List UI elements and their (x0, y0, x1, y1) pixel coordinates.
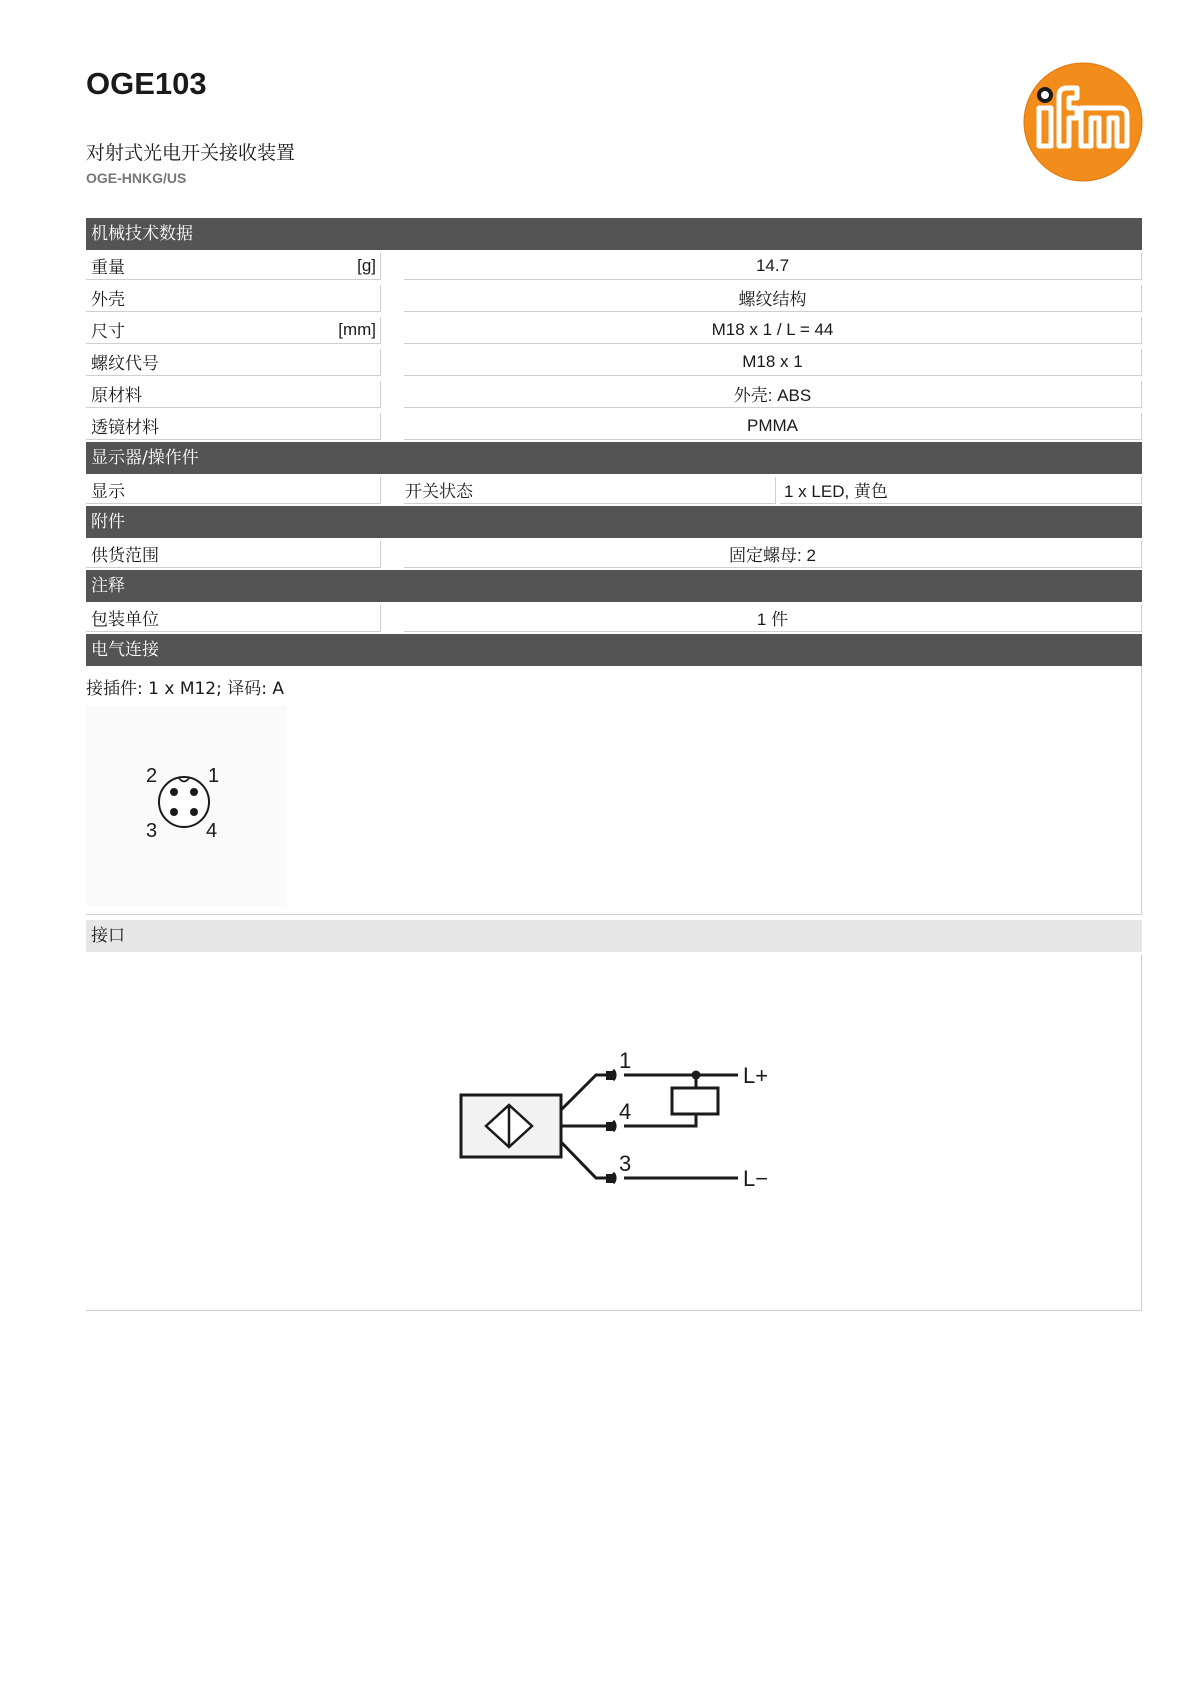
wire-label: 3 (619, 1151, 632, 1176)
product-subtitle: 对射式光电开关接收装置 (86, 142, 296, 164)
section-header-accessories: 附件 (86, 506, 1142, 538)
row-label: 螺纹代号 (91, 354, 159, 374)
row-value: 1 件 (404, 605, 1142, 632)
row-unit: [mm] (338, 319, 376, 339)
product-title: OGE103 (86, 66, 207, 101)
supply-plus-label: L+ (743, 1063, 769, 1088)
m12-pinout-figure (86, 706, 286, 906)
table-row (86, 474, 1142, 506)
row-label: 供货范围 (91, 546, 159, 566)
row-label: 重量 (91, 258, 125, 278)
ifm-logo (1023, 62, 1143, 182)
wire-label: 4 (619, 1099, 632, 1124)
connector-description: 接插件: 1 x M12; 译码: A (86, 679, 285, 699)
row-unit: [g] (357, 255, 376, 275)
section-header-electrical: 电气连接 (86, 634, 1142, 666)
pin-label: 3 (146, 820, 158, 842)
interface-box (86, 955, 1142, 1311)
table-row (86, 250, 1142, 282)
row-label: 透镜材料 (91, 418, 159, 438)
supply-minus-label: L− (743, 1166, 769, 1191)
table-row (86, 602, 1142, 634)
row-value: PMMA (404, 413, 1142, 440)
row-label: 外壳 (91, 290, 125, 310)
table-row (86, 282, 1142, 314)
product-model: OGE-HNKG/US (86, 170, 187, 186)
electrical-connection-box (86, 666, 1142, 915)
table-row (86, 538, 1142, 570)
row-label: 包装单位 (91, 610, 159, 630)
table-row (86, 410, 1142, 442)
section-header-display: 显示器/操作件 (86, 442, 1142, 474)
row-value: 固定螺母: 2 (404, 541, 1142, 568)
table-row (86, 378, 1142, 410)
wire-label: 1 (619, 1050, 632, 1073)
wiring-diagram (456, 1050, 786, 1210)
row-value: 螺纹结构 (404, 285, 1142, 312)
section-header-notes: 注释 (86, 570, 1142, 602)
row-value: 14.7 (404, 253, 1142, 280)
row-label: 尺寸 (91, 322, 125, 342)
row-value: M18 x 1 (404, 349, 1142, 376)
row-value: M18 x 1 / L = 44 (404, 317, 1142, 344)
datasheet (86, 218, 1142, 1311)
table-row (86, 314, 1142, 346)
pin-label: 1 (208, 765, 220, 787)
pin-label: 2 (146, 765, 158, 787)
row-sub-label: 开关状态 (404, 477, 776, 504)
row-value: 1 x LED, 黄色 (780, 477, 1142, 504)
section-header-mechanical: 机械技术数据 (86, 218, 1142, 250)
table-row (86, 346, 1142, 378)
pin-label: 4 (206, 820, 218, 842)
section-header-interface: 接口 (86, 920, 1142, 952)
row-value: 外壳: ABS (404, 381, 1142, 408)
row-label: 显示 (91, 482, 125, 502)
row-label: 原材料 (91, 386, 142, 406)
